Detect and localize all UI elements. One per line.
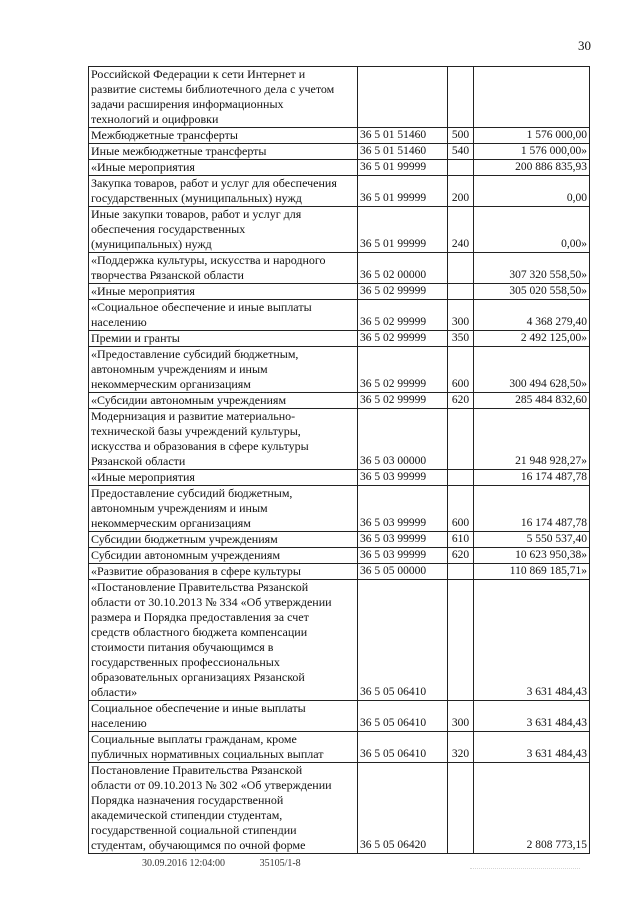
row-code-cell: 36 5 02 99999 — [358, 393, 448, 409]
row-name-cell: «Постановление Правительства Рязанской области от 30.10.2013 № 334 «Об утверждении размера и Порядка предоставления за счет средств областного бюджета компенсации стоимости питания обучающимся в государственных профессиональных образовательных организациях Рязанской области» — [89, 580, 358, 701]
row-amount-cell: 0,00» — [474, 207, 590, 253]
row-expense-type-cell — [448, 564, 474, 580]
table-row — [89, 564, 590, 580]
row-name-cell: Закупка товаров, работ и услуг для обеспечения государственных (муниципальных) нужд — [89, 176, 358, 207]
table-row — [89, 128, 590, 144]
row-expense-type-cell: 610 — [448, 532, 474, 548]
row-amount-cell: 2 808 773,15 — [474, 763, 590, 854]
row-code-cell — [358, 67, 448, 128]
row-code-cell: 36 5 05 06410 — [358, 580, 448, 701]
row-code-cell: 36 5 02 99999 — [358, 284, 448, 300]
row-name-cell: Субсидии бюджетным учреждениям — [89, 532, 358, 548]
row-code-cell: 36 5 01 51460 — [358, 128, 448, 144]
row-name-cell: Предоставление субсидий бюджетным, автономным учреждениям и иным некоммерческим организациям — [89, 486, 358, 532]
row-expense-type-cell: 350 — [448, 331, 474, 347]
row-expense-type-cell: 620 — [448, 548, 474, 564]
row-amount-cell — [474, 67, 590, 128]
table-row — [89, 486, 590, 532]
table-row — [89, 284, 590, 300]
row-name-cell: Постановление Правительства Рязанской области от 09.10.2013 № 302 «Об утверждении Порядка назначения государственной академической стипендии студентам, государственной социальной стипендии студентам, обучающимся по очной форме — [89, 763, 358, 854]
row-amount-cell: 21 948 928,27» — [474, 409, 590, 470]
row-code-cell: 36 5 03 00000 — [358, 409, 448, 470]
table-row — [89, 160, 590, 176]
row-expense-type-cell — [448, 67, 474, 128]
row-code-cell: 36 5 02 00000 — [358, 253, 448, 284]
table-row — [89, 347, 590, 393]
row-name-cell: Иные межбюджетные трансферты — [89, 144, 358, 160]
row-code-cell: 36 5 02 99999 — [358, 300, 448, 331]
row-expense-type-cell — [448, 409, 474, 470]
budget-table — [88, 66, 590, 854]
row-code-cell: 36 5 01 51460 — [358, 144, 448, 160]
row-expense-type-cell — [448, 284, 474, 300]
row-amount-cell: 3 631 484,43 — [474, 580, 590, 701]
row-code-cell: 36 5 03 99999 — [358, 548, 448, 564]
row-amount-cell: 307 320 558,50» — [474, 253, 590, 284]
row-name-cell: Иные закупки товаров, работ и услуг для обеспечения государственных (муниципальных) нужд — [89, 207, 358, 253]
row-code-cell: 36 5 05 06410 — [358, 701, 448, 732]
row-amount-cell: 16 174 487,78 — [474, 486, 590, 532]
row-amount-cell: 10 623 950,38» — [474, 548, 590, 564]
row-code-cell: 36 5 03 99999 — [358, 486, 448, 532]
page-number: 30 — [578, 38, 591, 53]
table-row — [89, 393, 590, 409]
table-row — [89, 144, 590, 160]
row-amount-cell: 1 576 000,00» — [474, 144, 590, 160]
row-code-cell: 36 5 01 99999 — [358, 176, 448, 207]
table-row — [89, 532, 590, 548]
row-amount-cell: 16 174 487,78 — [474, 470, 590, 486]
budget-table-body — [89, 67, 590, 854]
row-amount-cell: 305 020 558,50» — [474, 284, 590, 300]
footer-doc-code: 35105/1-8 — [259, 858, 301, 869]
row-amount-cell: 4 368 279,40 — [474, 300, 590, 331]
table-row — [89, 300, 590, 331]
row-name-cell: «Предоставление субсидий бюджетным, автономным учреждениям и иным некоммерческим организациям — [89, 347, 358, 393]
row-expense-type-cell: 240 — [448, 207, 474, 253]
row-name-cell: Российской Федерации к сети Интернет и развитие системы библиотечного дела с учетом задачи расширения информационных технологий и оцифровки — [89, 67, 358, 128]
row-expense-type-cell — [448, 160, 474, 176]
row-name-cell: «Иные мероприятия — [89, 284, 358, 300]
row-expense-type-cell: 540 — [448, 144, 474, 160]
row-code-cell: 36 5 05 06410 — [358, 732, 448, 763]
table-row — [89, 548, 590, 564]
row-amount-cell: 5 550 537,40 — [474, 532, 590, 548]
table-row — [89, 580, 590, 701]
row-name-cell: Социальное обеспечение и иные выплаты населению — [89, 701, 358, 732]
row-expense-type-cell: 600 — [448, 486, 474, 532]
row-expense-type-cell — [448, 763, 474, 854]
row-expense-type-cell: 600 — [448, 347, 474, 393]
table-row — [89, 409, 590, 470]
row-amount-cell: 200 886 835,93 — [474, 160, 590, 176]
table-row — [89, 701, 590, 732]
table-row — [89, 732, 590, 763]
row-code-cell: 36 5 01 99999 — [358, 207, 448, 253]
footer-datetime: 30.09.2016 12:04:00 — [142, 858, 226, 869]
row-expense-type-cell: 300 — [448, 300, 474, 331]
row-name-cell: «Иные мероприятия — [89, 470, 358, 486]
row-name-cell: «Социальное обеспечение и иные выплаты населению — [89, 300, 358, 331]
row-amount-cell: 300 494 628,50» — [474, 347, 590, 393]
scan-artifact — [88, 860, 116, 880]
scan-artifact-line — [470, 862, 580, 869]
row-name-cell: Модернизация и развитие материально- технической базы учреждений культуры, искусства и образования в сфере культуры Рязанской области — [89, 409, 358, 470]
row-code-cell: 36 5 01 99999 — [358, 160, 448, 176]
row-amount-cell: 3 631 484,43 — [474, 701, 590, 732]
row-code-cell: 36 5 03 99999 — [358, 470, 448, 486]
row-expense-type-cell — [448, 580, 474, 701]
row-expense-type-cell: 500 — [448, 128, 474, 144]
row-expense-type-cell: 300 — [448, 701, 474, 732]
table-row — [89, 67, 590, 128]
footer — [142, 858, 333, 869]
row-expense-type-cell: 320 — [448, 732, 474, 763]
row-amount-cell: 3 631 484,43 — [474, 732, 590, 763]
row-expense-type-cell: 620 — [448, 393, 474, 409]
row-name-cell: «Иные мероприятия — [89, 160, 358, 176]
row-code-cell: 36 5 05 06420 — [358, 763, 448, 854]
row-name-cell: Межбюджетные трансферты — [89, 128, 358, 144]
row-code-cell: 36 5 02 99999 — [358, 347, 448, 393]
row-code-cell: 36 5 03 99999 — [358, 532, 448, 548]
table-row — [89, 331, 590, 347]
row-name-cell: Социальные выплаты гражданам, кроме публичных нормативных социальных выплат — [89, 732, 358, 763]
row-expense-type-cell — [448, 253, 474, 284]
row-code-cell: 36 5 05 00000 — [358, 564, 448, 580]
row-amount-cell: 2 492 125,00» — [474, 331, 590, 347]
table-row — [89, 470, 590, 486]
row-amount-cell: 0,00 — [474, 176, 590, 207]
table-row — [89, 176, 590, 207]
row-amount-cell: 110 869 185,71» — [474, 564, 590, 580]
row-amount-cell: 1 576 000,00 — [474, 128, 590, 144]
row-name-cell: Премии и гранты — [89, 331, 358, 347]
row-name-cell: «Субсидии автономным учреждениям — [89, 393, 358, 409]
row-expense-type-cell — [448, 470, 474, 486]
row-name-cell: Субсидии автономным учреждениям — [89, 548, 358, 564]
row-amount-cell: 285 484 832,60 — [474, 393, 590, 409]
row-code-cell: 36 5 02 99999 — [358, 331, 448, 347]
table-row — [89, 207, 590, 253]
table-row — [89, 253, 590, 284]
table-row — [89, 763, 590, 854]
row-expense-type-cell: 200 — [448, 176, 474, 207]
row-name-cell: «Развитие образования в сфере культуры — [89, 564, 358, 580]
row-name-cell: «Поддержка культуры, искусства и народного творчества Рязанской области — [89, 253, 358, 284]
